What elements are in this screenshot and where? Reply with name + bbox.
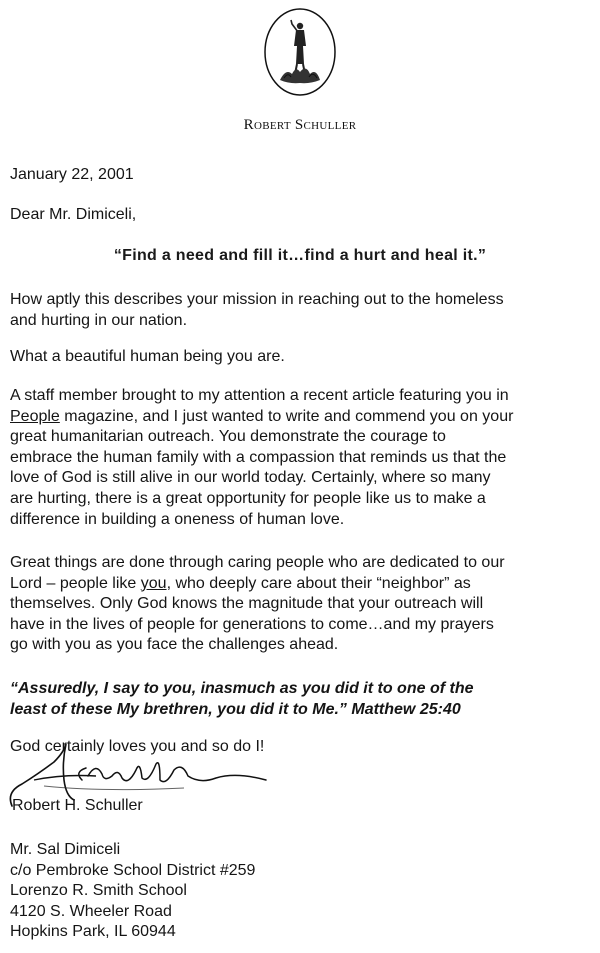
paragraph-line: themselves. Only God knows the magnitude that your outreach will — [10, 595, 484, 613]
paragraph-line: difference in building a oneness of human love. — [10, 510, 345, 528]
paragraph-line: How aptly this describes your mission in reaching out to the homeless — [10, 291, 504, 308]
salutation: Dear Mr. Dimiceli, — [10, 206, 137, 223]
emphasis-word: you — [140, 574, 167, 592]
verse-line: least of these My brethren, you did it to Me.” Matthew 25:40 — [10, 701, 461, 718]
address-line: Hopkins Park, IL 60944 — [10, 923, 176, 940]
closing-line: God certainly loves you and so do I! — [10, 738, 265, 755]
recipient-address — [10, 840, 596, 943]
paragraph-line: are hurting, there is a great opportunity for people like us to make a — [10, 489, 486, 507]
paragraph-1 — [10, 290, 596, 331]
magazine-name: People — [10, 407, 60, 425]
paragraph-line: great humanitarian outreach. You demonstrate the courage to — [10, 428, 446, 446]
paragraph-line — [10, 407, 596, 428]
paragraph-line: love of God is still alive in our world today. Certainly, where so many — [10, 469, 491, 487]
paragraph-2 — [10, 347, 596, 368]
paragraph-line: Great things are done through caring people who are dedicated to our — [10, 554, 505, 571]
paragraph-3 — [10, 386, 596, 530]
seal-logo-icon — [262, 6, 338, 98]
paragraph-line: go with you as you face the challenges ahead. — [10, 636, 339, 654]
paragraph-line-start: Lord – people like — [10, 574, 141, 592]
letter-date: January 22, 2001 — [10, 166, 134, 183]
paragraph-line: and hurting in our nation. — [10, 311, 188, 329]
address-line: c/o Pembroke School District #259 — [10, 861, 256, 879]
address-line: 4120 S. Wheeler Road — [10, 902, 172, 920]
paragraph-line-end: , who deeply care about their “neighbor” as — [166, 574, 471, 592]
signer-name: Robert H. Schuller — [12, 797, 143, 814]
address-line: Lorenzo R. Smith School — [10, 882, 187, 899]
paragraph-line — [10, 574, 596, 595]
paragraph-line-rest: magazine, and I just wanted to write and commend you on your — [59, 407, 514, 425]
paragraph-line: have in the lives of people for generations to come…and my prayers — [10, 615, 494, 633]
scripture-verse — [10, 678, 596, 720]
verse-line: “Assuredly, I say to you, inasmuch as you did it to one of the — [10, 680, 474, 697]
motto-quote: “Find a need and fill it…find a hurt and heal it.” — [113, 247, 487, 264]
paragraph-line: What a beautiful human being you are. — [10, 348, 285, 365]
paragraph-line: embrace the human family with a compassion that reminds us that the — [10, 448, 507, 466]
letterhead-name: Robert Schuller — [243, 117, 357, 133]
address-line: Mr. Sal Dimiceli — [10, 841, 121, 858]
paragraph-line: A staff member brought to my attention a recent article featuring you in — [10, 387, 509, 404]
paragraph-4 — [10, 553, 596, 656]
